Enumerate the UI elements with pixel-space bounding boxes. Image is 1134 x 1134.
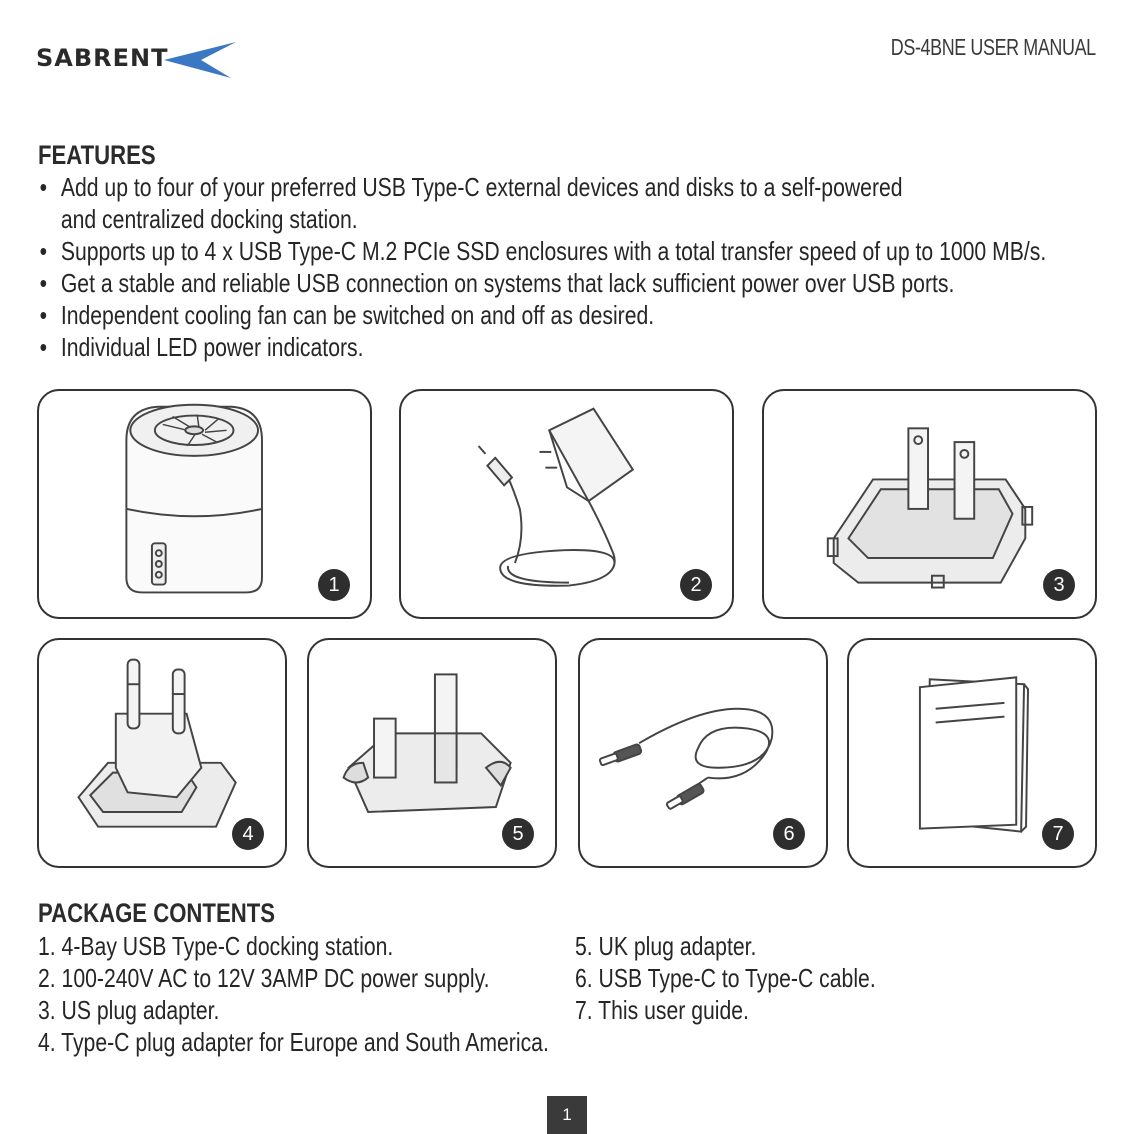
figure-6-box bbox=[578, 638, 828, 868]
package-item: 6. USB Type-C to Type-C cable. bbox=[575, 963, 876, 993]
package-item: 5. UK plug adapter. bbox=[575, 931, 757, 961]
figure-7-box bbox=[847, 638, 1097, 868]
figure-number-badge: 1 bbox=[318, 569, 350, 601]
brand-wordmark: SABRENT bbox=[36, 44, 169, 72]
features-list bbox=[38, 171, 1098, 363]
figure-number-badge: 5 bbox=[502, 818, 534, 850]
feature-item: • Get a stable and reliable USB connection on systems that lack sufficient power over USB ports. bbox=[38, 267, 1098, 299]
package-item: 3. US plug adapter. bbox=[38, 995, 220, 1025]
figure-number-badge: 4 bbox=[232, 818, 264, 850]
feature-item: • Independent cooling fan can be switched on and off as desired. bbox=[38, 299, 1098, 331]
feature-item: • Add up to four of your preferred USB Type-C external devices and disks to a self-powered and centralized docking station. bbox=[38, 171, 1098, 235]
figure-3-box bbox=[762, 389, 1097, 619]
feature-item: • Individual LED power indicators. bbox=[38, 331, 1098, 363]
feature-item: • Supports up to 4 x USB Type-C M.2 PCIe SSD enclosures with a total transfer speed of up to 1000 MB/s. bbox=[38, 235, 1098, 267]
package-item: 1. 4-Bay USB Type-C docking station. bbox=[38, 931, 394, 961]
figure-number-badge: 3 bbox=[1043, 569, 1075, 601]
package-contents-list-right bbox=[575, 930, 876, 1026]
figure-number-badge: 6 bbox=[773, 818, 805, 850]
figure-number-badge: 7 bbox=[1042, 818, 1074, 850]
features-heading: FEATURES bbox=[38, 140, 156, 170]
figure-1-box bbox=[37, 389, 372, 619]
package-item: 2. 100-240V AC to 12V 3AMP DC power supply. bbox=[38, 963, 490, 993]
feature-item-continuation: and centralized docking station. bbox=[60, 204, 358, 234]
package-contents-heading: PACKAGE CONTENTS bbox=[38, 898, 275, 928]
page-number: 1 bbox=[547, 1096, 587, 1134]
figure-5-box bbox=[307, 638, 557, 868]
logo-swoosh bbox=[164, 42, 236, 78]
figure-number-badge: 2 bbox=[680, 569, 712, 601]
package-contents-list-left bbox=[38, 930, 549, 1058]
package-item: 7. This user guide. bbox=[575, 995, 749, 1025]
manual-title: DS-4BNE USER MANUAL bbox=[891, 34, 1096, 60]
figure-4-box bbox=[37, 638, 287, 868]
package-item: 4. Type-C plug adapter for Europe and South America. bbox=[38, 1027, 549, 1057]
figure-2-box bbox=[399, 389, 734, 619]
sabrent-logo bbox=[36, 34, 236, 84]
